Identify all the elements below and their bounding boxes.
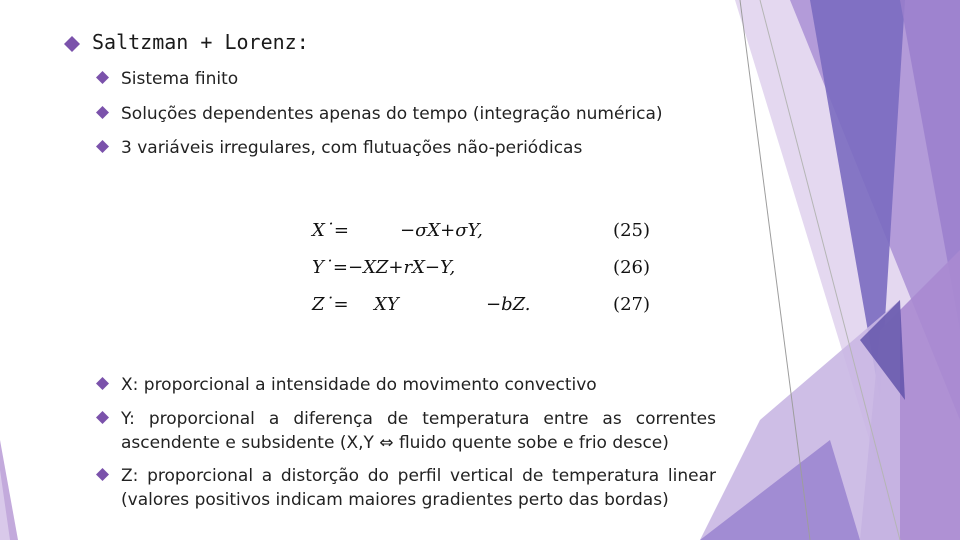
list-item-text: Soluções dependentes apenas do tempo (integração numérica) (121, 104, 663, 124)
list-item (96, 464, 716, 512)
diamond-icon (96, 71, 109, 84)
list-item (96, 373, 716, 397)
list-item (96, 102, 716, 126)
equation-26 (312, 257, 662, 287)
equation-number: (26) (613, 257, 650, 278)
diamond-icon (96, 377, 109, 390)
equation-25 (312, 220, 662, 250)
list-item-text: Z: proporcional a distorção do perfil vertical de temperatura linear (valores positivos indicam maiores gradientes perto das bordas) (121, 466, 716, 510)
list-item (96, 407, 716, 455)
title-text: Saltzman + Lorenz: (92, 30, 309, 54)
equation-lhs: Z˙= (312, 294, 349, 315)
equation-27 (312, 294, 662, 324)
diamond-icon (96, 468, 109, 481)
diamond-icon (96, 411, 109, 424)
title-bullet (64, 30, 309, 54)
equation-rhs: −XZ+rX−Y, (348, 257, 456, 278)
diamond-icon (64, 36, 80, 52)
list-item-text: Y: proporcional a diferença de temperatura entre as correntes ascendente e subsidente (X,Y ⇔ fluido quente sobe e frio desce) (121, 409, 716, 453)
equation-rhs-term: XY (374, 294, 399, 315)
diamond-icon (96, 106, 109, 119)
equation-rhs: −σX+σY, (400, 220, 483, 241)
list-item (96, 67, 716, 91)
equation-rhs-term: −bZ. (486, 294, 531, 315)
list-item-text: Sistema finito (121, 69, 239, 89)
list-item (96, 136, 716, 160)
equation-number: (25) (613, 220, 650, 241)
equation-lhs: X˙= (312, 220, 349, 241)
equation-number: (27) (613, 294, 650, 315)
equation-block (312, 214, 662, 324)
list-item-text: X: proporcional a intensidade do movimento convectivo (121, 375, 597, 395)
diamond-icon (96, 140, 109, 153)
list-item-text: 3 variáveis irregulares, com flutuações não-periódicas (121, 138, 583, 158)
equation-lhs: Y˙= (312, 257, 348, 278)
